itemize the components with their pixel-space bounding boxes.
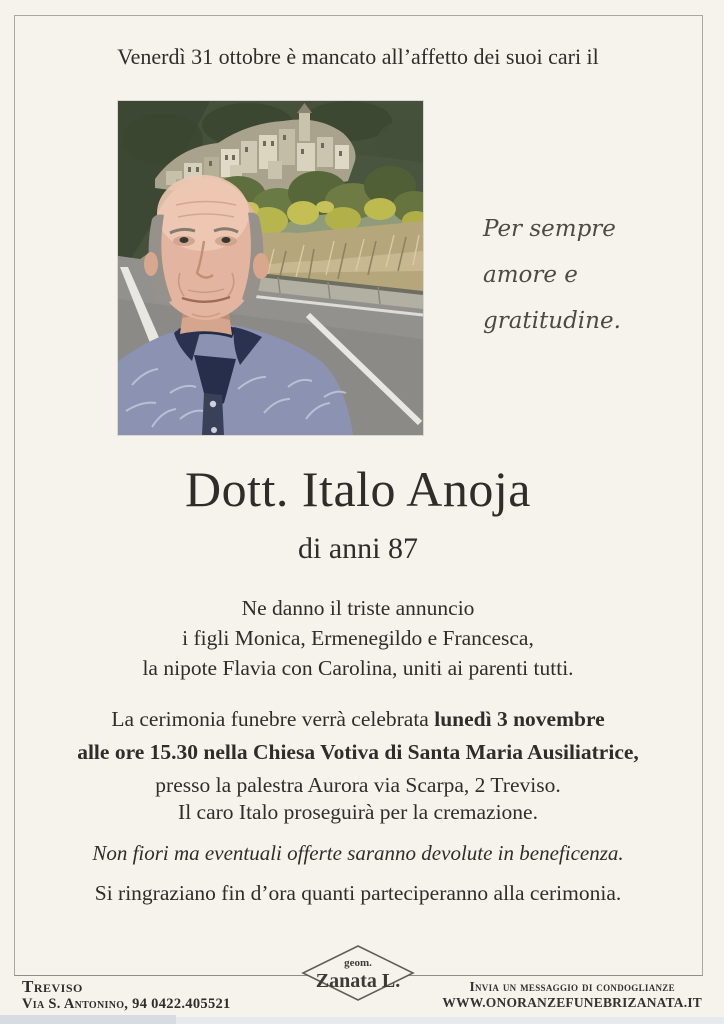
condolences-block: [442, 979, 702, 1011]
ceremony-line: presso la palestra Aurora via Scarpa, 2 Treviso.: [155, 773, 561, 797]
memorial-quote: [483, 206, 673, 344]
cremation-line: Il caro Italo proseguirà per la cremazione.: [178, 800, 538, 824]
ceremony-time-place: alle ore 15.30 nella Chiesa Votiva di Santa Maria Ausiliatrice,: [77, 740, 639, 764]
deceased-photo: [118, 101, 423, 435]
shirt-button: [210, 401, 216, 407]
announcement-line: la nipote Flavia con Carolina, uniti ai parenti tutti.: [142, 656, 574, 680]
quote-line: gratitudine.: [483, 308, 621, 334]
deceased-name: Dott. Italo Anoja: [185, 461, 531, 517]
quote-line: amore e: [483, 262, 578, 288]
announcement-paragraph: [14, 593, 702, 683]
ceremony-line: La cerimonia funebre verrà celebrata lunedì 3 novembre: [111, 707, 605, 731]
intro-line: Venerdì 31 ottobre è mancato all’affetto dei suoi cari il: [117, 44, 599, 69]
announcement-line: i figli Monica, Ermenegildo e Francesca,: [182, 626, 534, 650]
ceremony-date: lunedì 3 novembre: [434, 707, 605, 731]
logo-title-small: geom.: [344, 957, 372, 969]
condolences-website: WWW.ONORANZEFUNEBRIZANATA.IT: [442, 994, 702, 1010]
shirt-button: [211, 427, 217, 433]
thanks-line: Si ringraziano fin d’ora quanti parteciperanno alla cerimonia.: [94, 881, 622, 905]
quote-line: Per sempre: [483, 216, 616, 242]
ceremony-paragraph: [14, 703, 702, 802]
announcement-line: Ne danno il triste annuncio: [241, 596, 475, 620]
funeral-home-logo: [301, 944, 415, 1002]
ear-left: [144, 252, 158, 276]
funeral-home-city: Treviso: [22, 977, 83, 996]
condolences-message: Invia un messaggio di condoglianze: [469, 979, 675, 994]
logo-title-name: Zanata L.: [315, 970, 401, 992]
funeral-home-address: Via S. Antonino, 94 0422.405521: [22, 996, 231, 1013]
charity-line: Non fiori ma eventuali offerte saranno devolute in beneficenza.: [92, 841, 624, 865]
ear-right: [253, 253, 269, 279]
scan-edge-artifact-dark: [0, 1015, 176, 1024]
funeral-home-address-block: [22, 977, 231, 1012]
deceased-age: di anni 87: [298, 532, 418, 565]
